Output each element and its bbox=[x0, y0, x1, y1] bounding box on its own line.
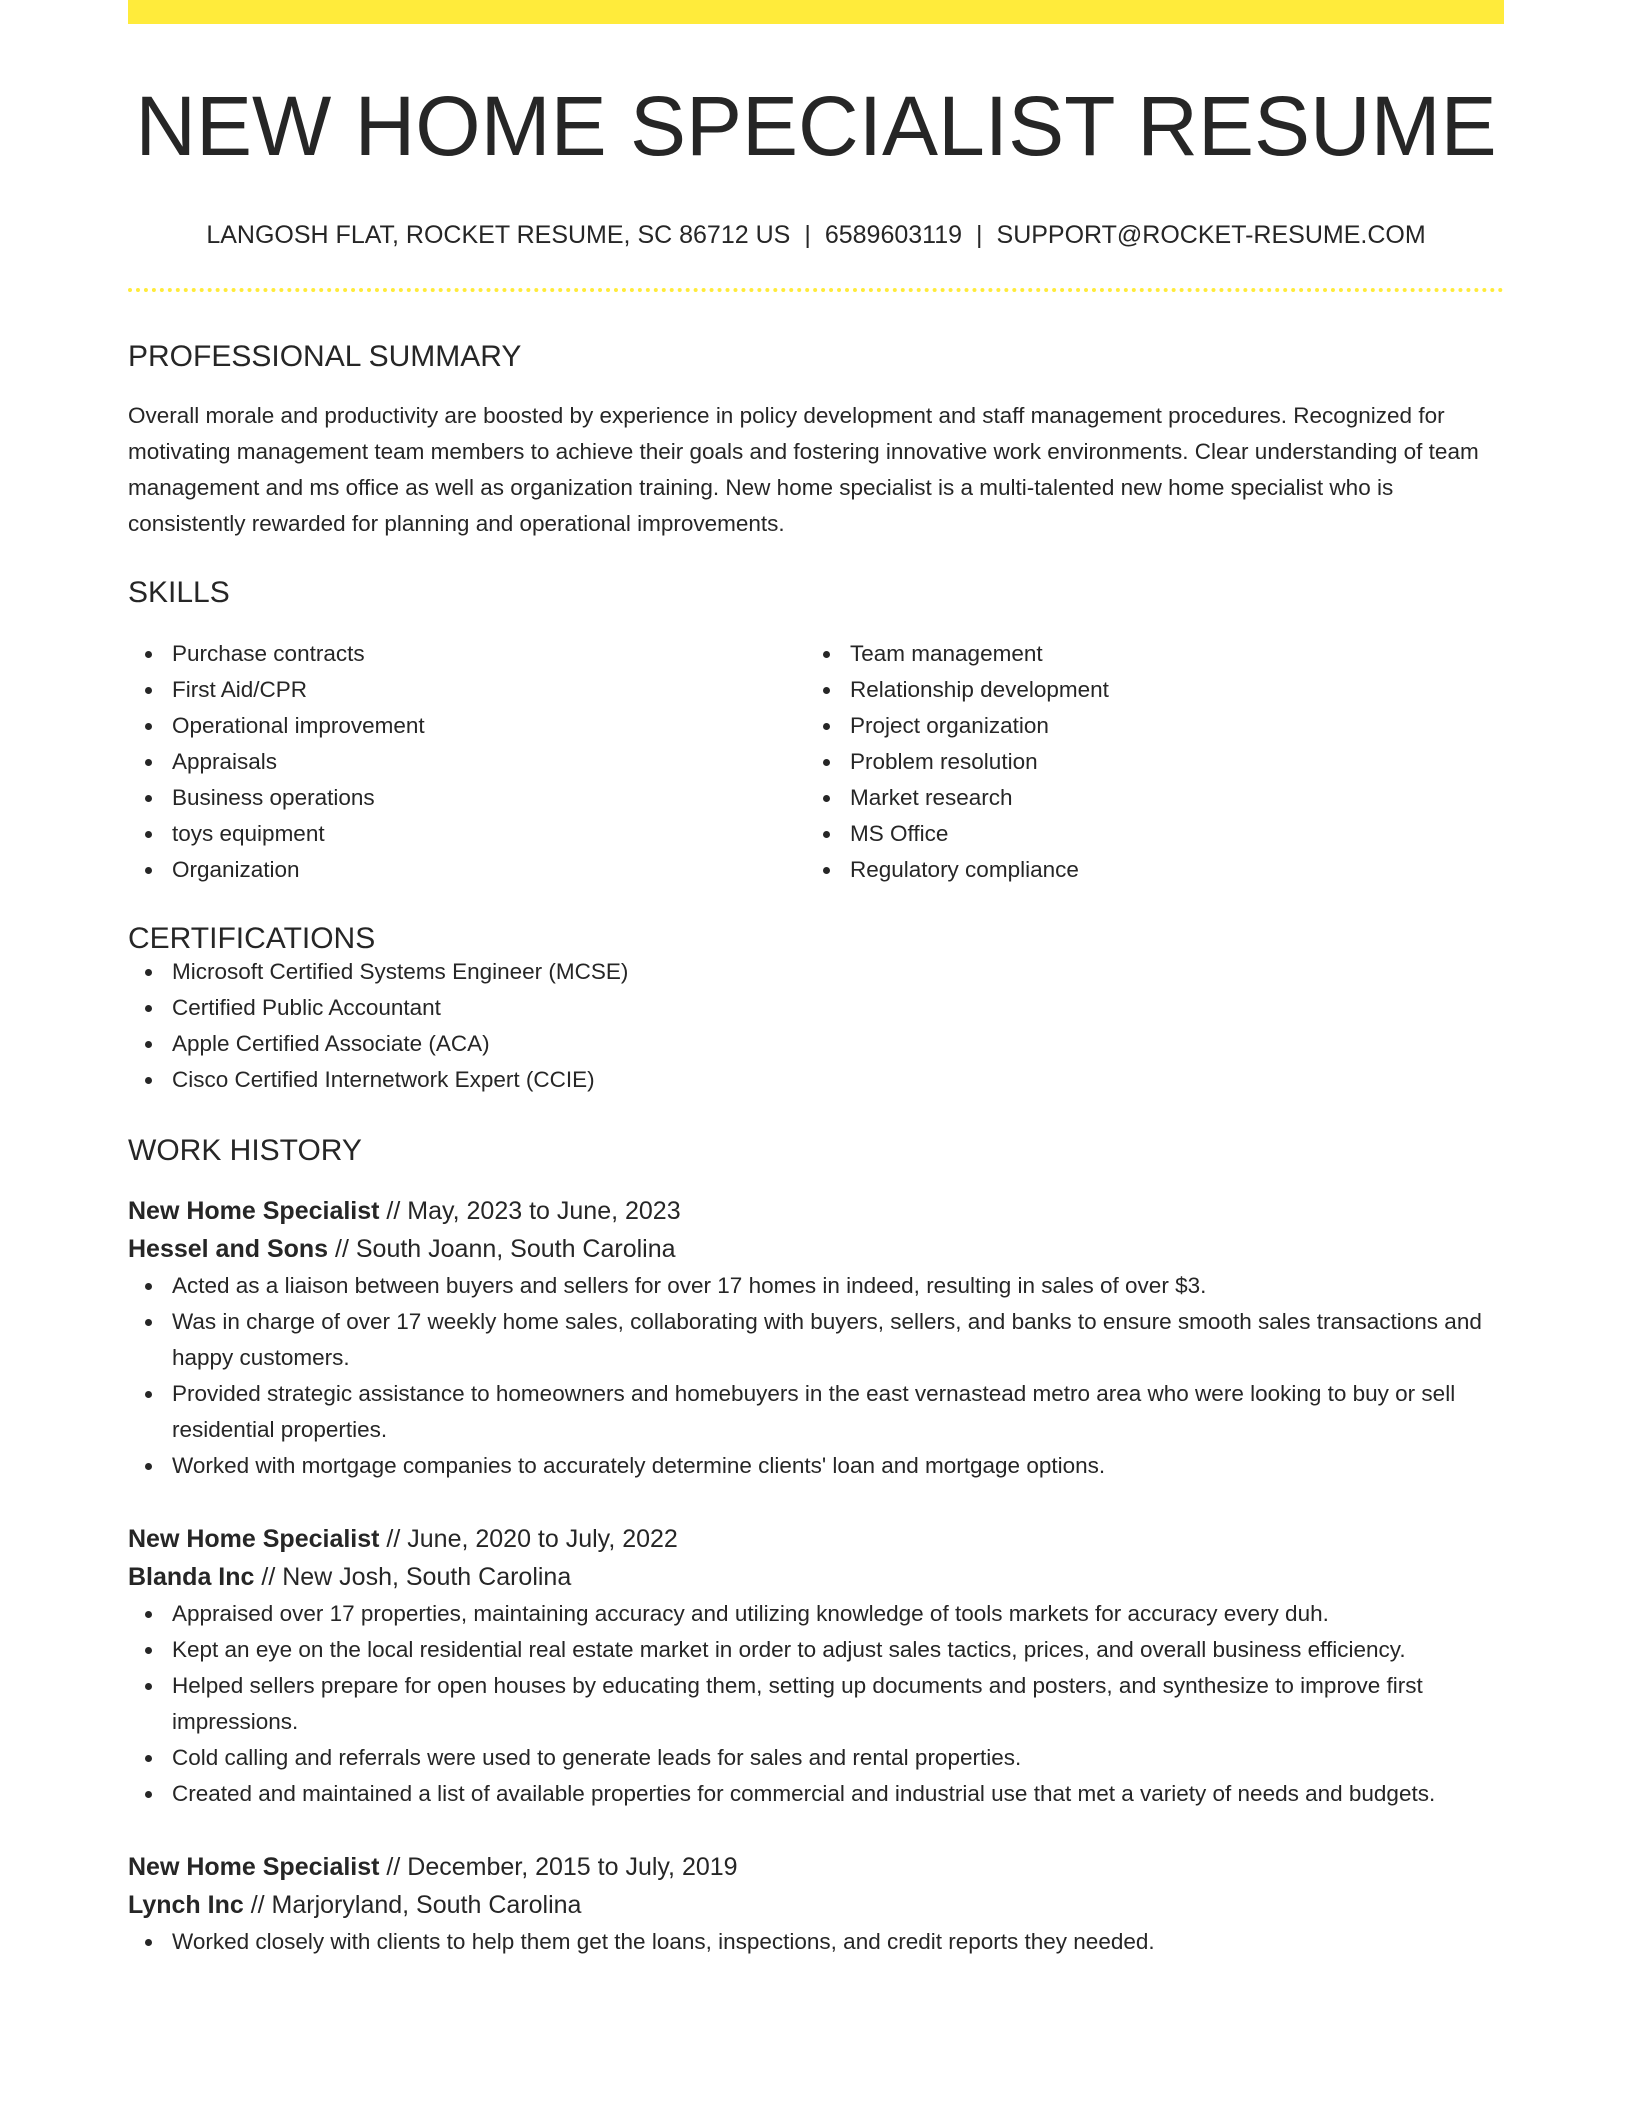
certification-item: Microsoft Certified Systems Engineer (MCSE) bbox=[172, 954, 1504, 990]
skill-item: toys equipment bbox=[172, 816, 806, 852]
job-company: Hessel and Sons bbox=[128, 1235, 329, 1263]
certification-item: Cisco Certified Internetwork Expert (CCIE) bbox=[172, 1062, 1504, 1098]
job-company-line bbox=[128, 1558, 1504, 1596]
contact-separator: | bbox=[804, 221, 811, 249]
skill-item: First Aid/CPR bbox=[172, 672, 806, 708]
summary-text: Overall morale and productivity are boosted by experience in policy development and staff management procedures. Recognized for motivating management team members to achieve their goals and fostering innovative work environments. Clear understanding of team management and ms office as well as organization training. New home specialist is a multi-talented new home specialist who is consistently rewarded for planning and operational improvements. bbox=[128, 403, 1479, 536]
skills-left-column bbox=[128, 636, 806, 888]
job-duties bbox=[128, 1596, 1504, 1812]
job-role: New Home Specialist bbox=[128, 1525, 380, 1553]
certification-item: Certified Public Accountant bbox=[172, 990, 1504, 1026]
skill-item: Purchase contracts bbox=[172, 636, 806, 672]
job-duty: Created and maintained a list of available properties for commercial and industrial use that met a variety of needs and budgets. bbox=[172, 1776, 1504, 1812]
job-duty: Worked with mortgage companies to accurately determine clients' loan and mortgage options. bbox=[172, 1448, 1504, 1484]
job-location: // Marjoryland, South Carolina bbox=[243, 1891, 582, 1919]
job-entry bbox=[128, 1192, 1504, 1484]
resume-page bbox=[128, 0, 1504, 1960]
certifications-heading: CERTIFICATIONS bbox=[128, 922, 376, 955]
job-role: New Home Specialist bbox=[128, 1197, 380, 1225]
job-entry bbox=[128, 1520, 1504, 1812]
certification-item: Apple Certified Associate (ACA) bbox=[172, 1026, 1504, 1062]
job-entry bbox=[128, 1848, 1504, 1960]
job-duties bbox=[128, 1268, 1504, 1484]
contact-line bbox=[128, 223, 1504, 248]
contact-phone: 6589603119 bbox=[824, 221, 963, 249]
job-duties bbox=[128, 1924, 1504, 1960]
job-duty: Appraised over 17 properties, maintaining accuracy and utilizing knowledge of tools markets for accuracy every duh. bbox=[172, 1596, 1504, 1632]
contact-separator: | bbox=[976, 221, 983, 249]
job-dates: // June, 2020 to July, 2022 bbox=[379, 1525, 678, 1553]
dotted-divider bbox=[128, 288, 1504, 292]
job-dates: // May, 2023 to June, 2023 bbox=[379, 1197, 681, 1225]
job-company: Lynch Inc bbox=[128, 1891, 244, 1919]
skills-grid bbox=[128, 636, 1504, 888]
contact-address: LANGOSH FLAT, ROCKET RESUME, SC 86712 US bbox=[206, 221, 791, 249]
skill-item: Operational improvement bbox=[172, 708, 806, 744]
top-accent-bar bbox=[128, 0, 1504, 24]
job-location: // New Josh, South Carolina bbox=[254, 1563, 572, 1591]
job-role-line bbox=[128, 1192, 1504, 1230]
skills-heading: SKILLS bbox=[128, 576, 230, 609]
skill-item: Regulatory compliance bbox=[850, 852, 1484, 888]
job-role-line bbox=[128, 1848, 1504, 1886]
job-duty: Kept an eye on the local residential real estate market in order to adjust sales tactics, prices, and overall business efficiency. bbox=[172, 1632, 1504, 1668]
job-company-line bbox=[128, 1230, 1504, 1268]
job-duty: Provided strategic assistance to homeowners and homebuyers in the east vernastead metro area who were looking to buy or sell residential properties. bbox=[172, 1376, 1504, 1448]
skill-item: Market research bbox=[850, 780, 1484, 816]
job-role: New Home Specialist bbox=[128, 1853, 380, 1881]
job-company-line bbox=[128, 1886, 1504, 1924]
resume-title: NEW HOME SPECIALIST RESUME bbox=[135, 79, 1497, 173]
job-duty: Was in charge of over 17 weekly home sales, collaborating with buyers, sellers, and banks to ensure smooth sales transactions and happy customers. bbox=[172, 1304, 1504, 1376]
job-duty: Cold calling and referrals were used to generate leads for sales and rental properties. bbox=[172, 1740, 1504, 1776]
skill-item: Business operations bbox=[172, 780, 806, 816]
skill-item: Organization bbox=[172, 852, 806, 888]
job-company: Blanda Inc bbox=[128, 1563, 255, 1591]
summary-heading: PROFESSIONAL SUMMARY bbox=[128, 340, 522, 373]
job-location: // South Joann, South Carolina bbox=[328, 1235, 676, 1263]
job-role-line bbox=[128, 1520, 1504, 1558]
job-dates: // December, 2015 to July, 2019 bbox=[379, 1853, 738, 1881]
certifications-list bbox=[128, 954, 1504, 1098]
skill-item: MS Office bbox=[850, 816, 1484, 852]
skill-item: Team management bbox=[850, 636, 1484, 672]
job-duty: Acted as a liaison between buyers and sellers for over 17 homes in indeed, resulting in sales of over $3. bbox=[172, 1268, 1504, 1304]
skill-item: Problem resolution bbox=[850, 744, 1484, 780]
skills-right-column bbox=[806, 636, 1484, 888]
skill-item: Relationship development bbox=[850, 672, 1484, 708]
job-duty: Worked closely with clients to help them get the loans, inspections, and credit reports they needed. bbox=[172, 1924, 1504, 1960]
job-duty: Helped sellers prepare for open houses by educating them, setting up documents and posters, and synthesize to improve first impressions. bbox=[172, 1668, 1504, 1740]
skill-item: Project organization bbox=[850, 708, 1484, 744]
skill-item: Appraisals bbox=[172, 744, 806, 780]
work-history-heading: WORK HISTORY bbox=[128, 1134, 362, 1167]
contact-email: SUPPORT@ROCKET-RESUME.COM bbox=[996, 221, 1426, 249]
